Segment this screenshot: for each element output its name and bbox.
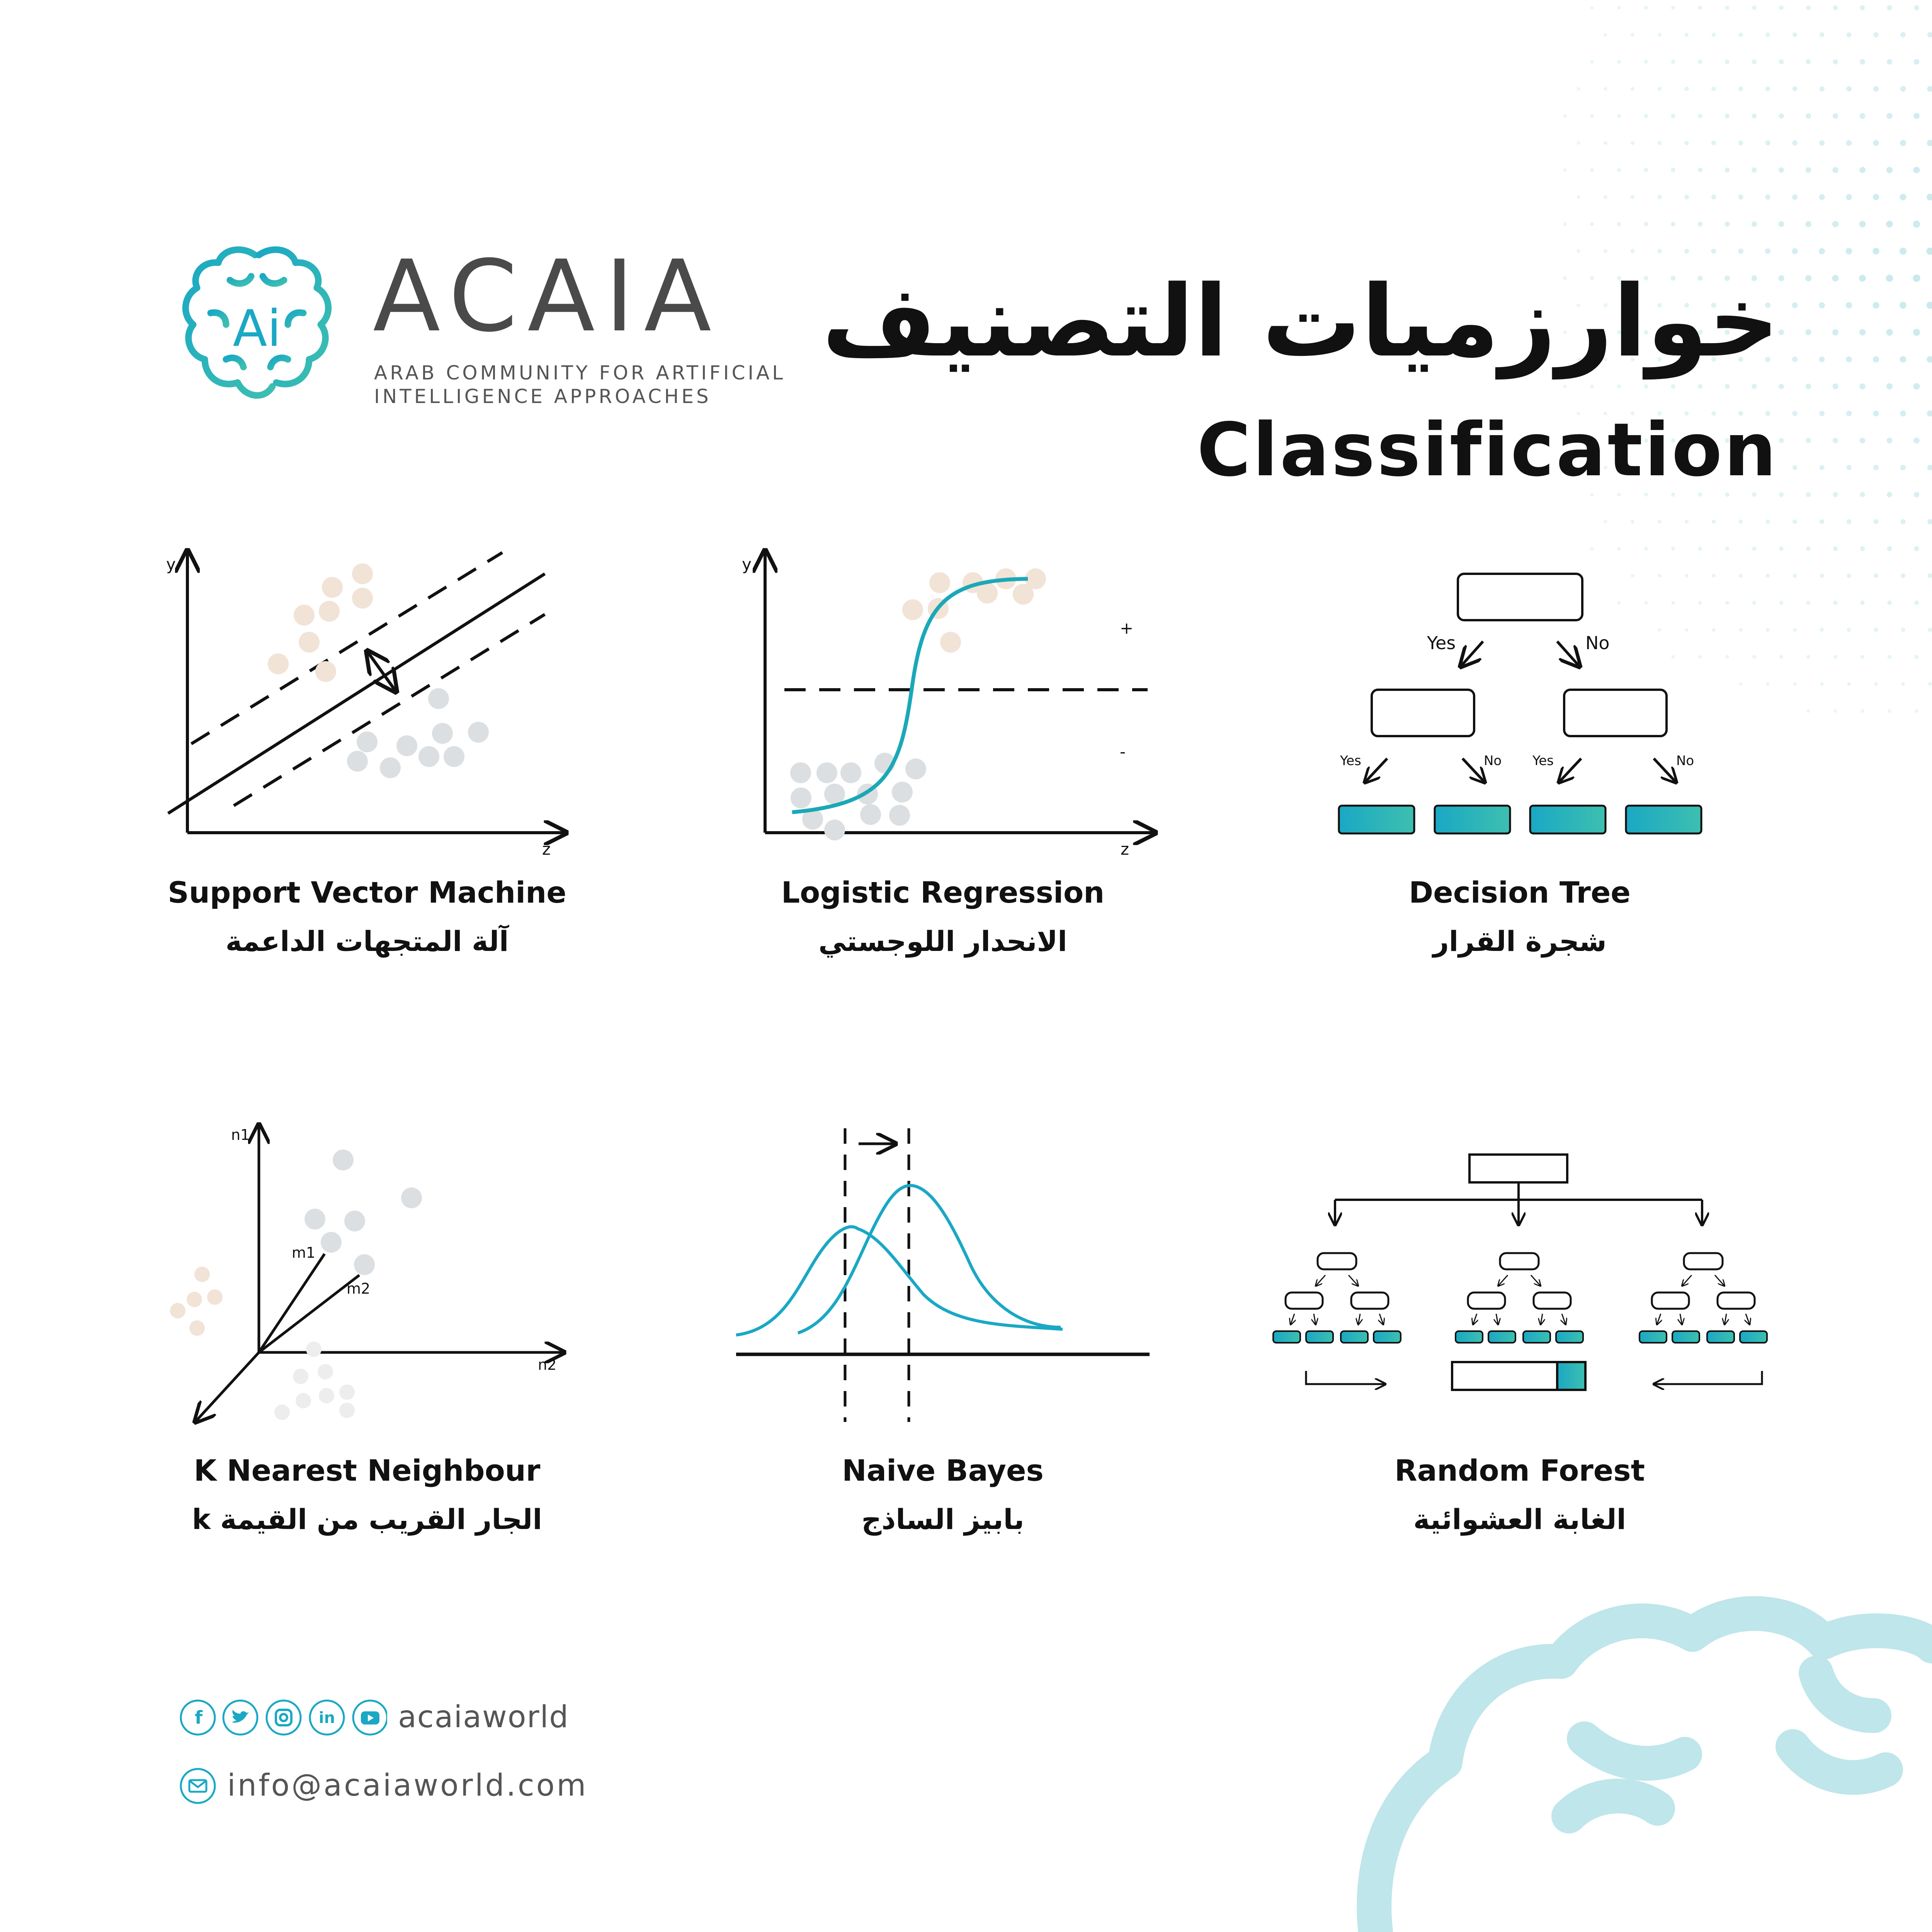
knn-diagram — [170, 1124, 564, 1422]
rf-tree-node — [1286, 1293, 1323, 1309]
rf-tree-edge — [1314, 1314, 1316, 1325]
social-icons — [179, 1698, 387, 1737]
rf-tree-edge — [1562, 1314, 1566, 1325]
caption-nb-en: Naive Bayes — [842, 1453, 1044, 1488]
rf-tree-node — [1718, 1293, 1755, 1309]
lr-minus-label: - — [1120, 742, 1126, 761]
rf-tree-leaf — [1672, 1331, 1699, 1343]
dt-yes-label: Yes — [1427, 633, 1456, 653]
page-title-arabic: خوارزميات التصنيف — [822, 264, 1779, 379]
rf-tree-edge — [1379, 1314, 1383, 1325]
knn-n1-label: n1 — [231, 1126, 250, 1143]
knn-m2-label: m2 — [347, 1280, 371, 1297]
dt-root-node — [1458, 574, 1582, 620]
knn-m1-label: m1 — [292, 1244, 316, 1261]
caption-nb-ar: بابيز الساذج — [861, 1503, 1024, 1536]
email-address[interactable]: info@acaiaworld.com — [227, 1768, 588, 1803]
caption-svm — [97, 875, 638, 957]
knn-depth-axis — [195, 1352, 259, 1422]
email-icon — [179, 1767, 217, 1805]
rf-tree-edge — [1473, 1314, 1477, 1325]
svm-x-label: z — [542, 840, 551, 859]
caption-knn — [97, 1453, 638, 1536]
random-forest-diagram — [1273, 1155, 1767, 1390]
rf-tree-leaf — [1488, 1331, 1515, 1343]
page-title-english: Classification — [1197, 407, 1778, 493]
social-handle[interactable]: acaiaworld — [398, 1700, 569, 1735]
rf-tree-leaf — [1306, 1331, 1333, 1343]
brand-name: ACAIA — [373, 239, 722, 354]
brand-tagline-line1: ARAB COMMUNITY FOR ARTIFICIAL — [374, 362, 786, 384]
instagram-icon[interactable] — [267, 1701, 301, 1735]
rf-tree-edge — [1531, 1275, 1541, 1286]
rf-tree-edge — [1715, 1275, 1725, 1286]
rf-tree-root — [1684, 1253, 1723, 1269]
logo-inner-text: Ai — [233, 299, 281, 358]
dt-yes-label: Yes — [1340, 753, 1361, 769]
caption-logistic-en: Logistic Regression — [781, 875, 1105, 910]
dt-no-label: No — [1585, 633, 1610, 653]
rf-tree-node — [1468, 1293, 1505, 1309]
rf-tree-edge — [1657, 1314, 1661, 1325]
rf-tree-leaf — [1374, 1331, 1401, 1343]
caption-dt-ar: شجرة القرار — [1433, 925, 1607, 957]
rf-tree-edge — [1498, 1275, 1508, 1286]
knn-peach-points — [170, 1267, 223, 1336]
rf-tree-root — [1500, 1253, 1539, 1269]
svm-y-label: y — [166, 555, 176, 574]
caption-logistic-ar: الانحدار اللوجستي — [818, 925, 1067, 957]
dt-no-label: No — [1676, 753, 1694, 769]
rf-tree-leaf — [1341, 1331, 1368, 1343]
caption-rf-ar: الغابة العشوائية — [1413, 1503, 1626, 1536]
rf-tree-edge — [1358, 1314, 1360, 1325]
rf-trees — [1273, 1253, 1767, 1343]
rf-tree-leaf — [1456, 1331, 1483, 1343]
rf-tree-edge — [1541, 1314, 1543, 1325]
rf-tree-leaf — [1740, 1331, 1767, 1343]
rf-tree-leaf — [1639, 1331, 1667, 1343]
svm-grey-points — [347, 688, 489, 778]
rf-tree-leaf — [1707, 1331, 1734, 1343]
knn-m1-line — [259, 1254, 325, 1352]
brand-tagline-line2: INTELLIGENCE APPROACHES — [374, 385, 711, 408]
svm-margin-upper — [191, 553, 502, 744]
rf-tree-edge — [1316, 1275, 1325, 1286]
caption-rf-en: Random Forest — [1395, 1453, 1645, 1488]
caption-knn-en: K Nearest Neighbour — [194, 1453, 541, 1488]
caption-logistic — [672, 875, 1213, 957]
rf-vote-fill — [1557, 1362, 1585, 1390]
rf-tree-node — [1351, 1293, 1388, 1309]
rf-tree-edge — [1291, 1314, 1294, 1325]
rf-root-node — [1469, 1155, 1567, 1182]
caption-naive-bayes — [672, 1453, 1213, 1536]
decision-tree-diagram — [1339, 574, 1701, 833]
rf-tree-node — [1534, 1293, 1571, 1309]
knn-m2-line — [259, 1275, 359, 1352]
dt-left-node — [1372, 690, 1474, 736]
caption-svm-en: Support Vector Machine — [168, 875, 566, 910]
caption-decision-tree — [1249, 875, 1790, 957]
dt-yes-label: Yes — [1532, 753, 1554, 769]
rf-tree-edge — [1682, 1275, 1692, 1286]
rf-tree-leaf — [1556, 1331, 1583, 1343]
rf-tree-leaf — [1523, 1331, 1550, 1343]
caption-random-forest — [1249, 1453, 1790, 1536]
caption-knn-ar: الجار القريب من القيمة k — [192, 1503, 543, 1536]
lr-plus-label: + — [1120, 619, 1134, 638]
rf-tree-root — [1318, 1253, 1356, 1269]
svm-diagram — [166, 551, 566, 859]
naive-bayes-diagram — [736, 1128, 1150, 1422]
dt-right-node — [1564, 690, 1667, 736]
caption-svm-ar: آلة المتجهات الداعمة — [225, 925, 509, 957]
rf-tree-edge — [1680, 1314, 1682, 1325]
svg-text:in: in — [318, 1709, 335, 1727]
svm-hyperplane — [168, 574, 545, 813]
rf-tree-edge — [1746, 1314, 1750, 1325]
rf-tree-edge — [1496, 1314, 1498, 1325]
nb-curves — [736, 1185, 1063, 1335]
lr-x-label: z — [1121, 840, 1129, 859]
svg-text:f: f — [194, 1707, 203, 1728]
rf-tree-edge — [1725, 1314, 1726, 1325]
svm-peach-points — [268, 563, 373, 682]
logistic-diagram — [742, 551, 1155, 859]
rf-tree-leaf — [1273, 1331, 1300, 1343]
knn-n2-label: n2 — [538, 1356, 557, 1373]
caption-dt-en: Decision Tree — [1409, 875, 1631, 910]
rf-tree-node — [1652, 1293, 1689, 1309]
lr-y-label: y — [742, 555, 752, 574]
rf-tree-edge — [1349, 1275, 1358, 1286]
dt-no-label: No — [1484, 753, 1502, 769]
